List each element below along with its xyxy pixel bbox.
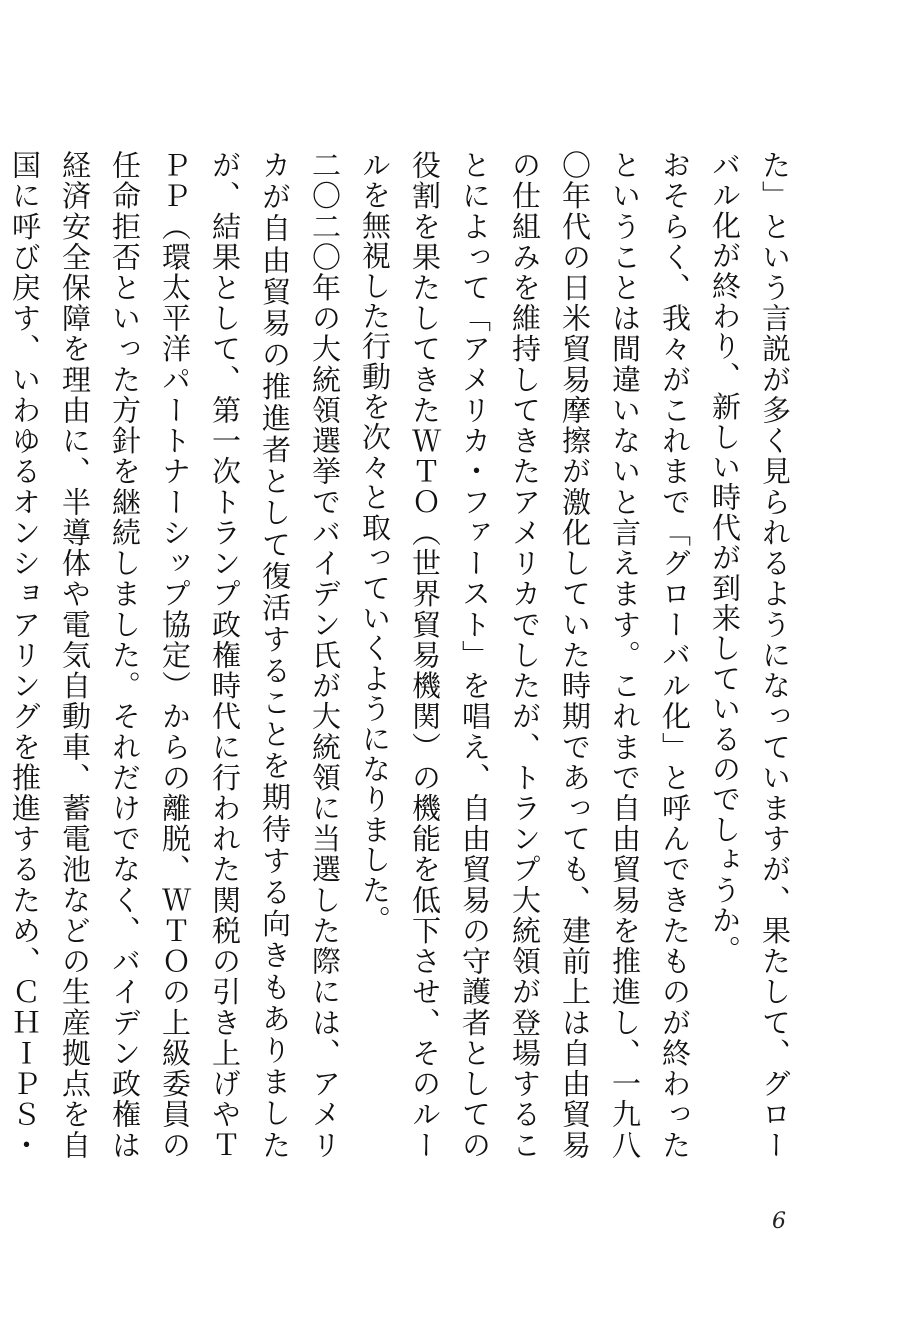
- body-text: [8, 150, 800, 1160]
- paragraph-1: た」という言説が多く見られるようになっていますが、果たして、グローバル化が終わり、新しい時代が到来しているのでしょうか。: [708, 150, 792, 1160]
- paragraph-2: おそらく、我々がこれまで「グローバル化」と呼んできたものが終わったということは間違いないと言えます。これまで自由貿易を推進し、一九八〇年代の日米貿易摩擦が激化していた時期であっても、建前上は自由貿易の仕組みを維持してきたアメリカでしたが、トランプ大統領が登場することによって「アメリカ・ファースト」を唱え、自由貿易の守護者としての役割を果たしてきたＷＴＯ（世界貿易機関）の機能を低下させ、そのルールを無視した行動を次々と取っていくようになりました。: [358, 150, 692, 1160]
- paragraph-3: 二〇二〇年の大統領選挙でバイデン氏が大統領に当選した際には、アメリカが自由貿易の推進者として復活することを期待する向きもありましたが、結果として、第一次トランプ政権時代に行われた関税の引き上げやＴＰＰ（環太平洋パートナーシップ協定）からの離脱、ＷＴＯの上級委員の任命拒否といった方針を継続しました。それだけでなく、バイデン政権は経済安全保障を理由に、半導体や電気自動車、蓄電池などの生産拠点を自国に呼び戻す、いわゆるオンショアリングを推進するため、ＣＨＩＰＳ・: [8, 150, 342, 1160]
- page-number: 6: [772, 1209, 786, 1234]
